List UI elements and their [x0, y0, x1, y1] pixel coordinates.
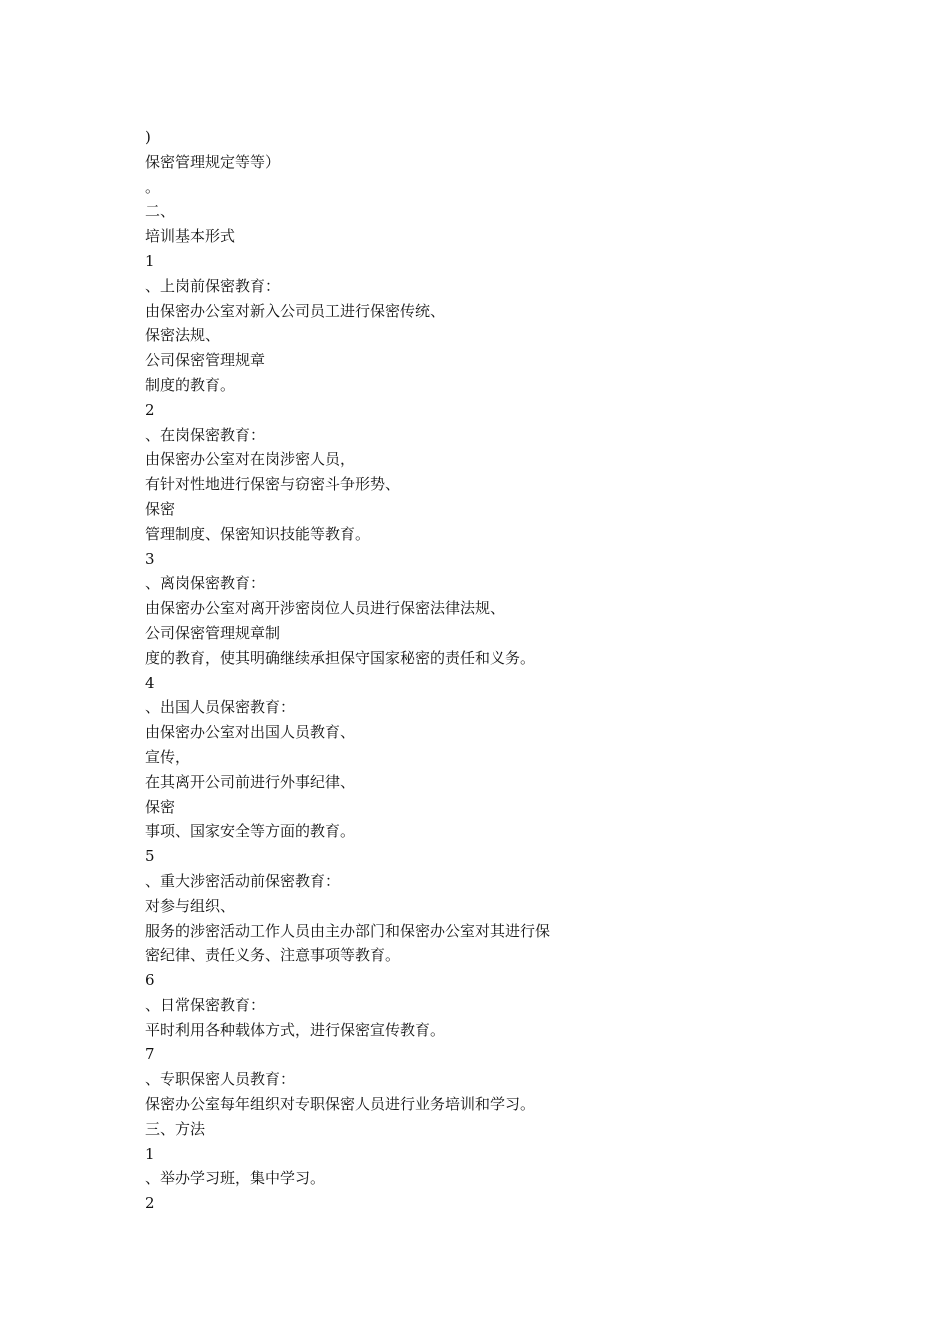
text-line: 、专职保密人员教育：: [145, 1070, 296, 1089]
text-line: 7: [145, 1045, 155, 1064]
text-line: 、举办学习班，集中学习。: [145, 1169, 326, 1188]
text-line: 制度的教育。: [145, 375, 236, 394]
text-line: 3: [145, 549, 155, 568]
text-line: 。: [145, 177, 161, 196]
text-line: 事项、国家安全等方面的教育。: [145, 822, 356, 841]
text-line: 4: [145, 673, 155, 692]
text-line: 、重大涉密活动前保密教育：: [145, 871, 341, 890]
text-line: 三、方法: [145, 1119, 206, 1138]
text-line: ): [145, 128, 151, 146]
text-line: 2: [145, 400, 155, 419]
text-line: 在其离开公司前进行外事纪律、: [145, 772, 356, 791]
text-line: 由保密办公室对离开涉密岗位人员进行保密法律法规、: [145, 599, 506, 618]
text-line: 由保密办公室对在岗涉密人员，: [145, 450, 356, 469]
text-line: 、离岗保密教育：: [145, 574, 266, 593]
text-line: 管理制度、保密知识技能等教育。: [145, 524, 371, 543]
text-line: 保密: [145, 797, 176, 816]
text-line: 、上岗前保密教育：: [145, 276, 281, 295]
text-line: 保密法规、: [145, 326, 221, 345]
document-body: [145, 125, 845, 1216]
text-line: 5: [145, 847, 155, 866]
text-line: 对参与组织、: [145, 896, 236, 915]
text-line: 二、: [145, 202, 176, 221]
text-line: 公司保密管理规章制: [145, 623, 281, 642]
text-line: 度的教育，使其明确继续承担保守国家秘密的责任和义务。: [145, 648, 536, 667]
text-line: 公司保密管理规章: [145, 351, 266, 370]
text-line: 1: [145, 251, 155, 270]
text-line: 保密办公室每年组织对专职保密人员进行业务培训和学习。: [145, 1095, 536, 1114]
text-line: 服务的涉密活动工作人员由主办部门和保密办公室对其进行保: [145, 921, 551, 940]
text-line: 、日常保密教育：: [145, 995, 266, 1014]
text-line: 由保密办公室对出国人员教育、: [145, 723, 356, 742]
text-line: 平时利用各种载体方式，进行保密宣传教育。: [145, 1020, 446, 1039]
text-line: 保密管理规定等等）: [145, 152, 281, 171]
text-line: 2: [145, 1194, 155, 1213]
text-line: 宣传，: [145, 747, 191, 766]
text-line: 保密: [145, 499, 176, 518]
text-line: 、在岗保密教育：: [145, 425, 266, 444]
text-line: 有针对性地进行保密与窃密斗争形势、: [145, 475, 401, 494]
text-line: 、出国人员保密教育：: [145, 698, 296, 717]
text-line: 培训基本形式: [145, 227, 236, 246]
text-line: 1: [145, 1144, 155, 1163]
text-line: 由保密办公室对新入公司员工进行保密传统、: [145, 301, 446, 320]
text-line: 6: [145, 971, 155, 990]
text-line: 密纪律、责任义务、注意事项等教育。: [145, 946, 401, 965]
